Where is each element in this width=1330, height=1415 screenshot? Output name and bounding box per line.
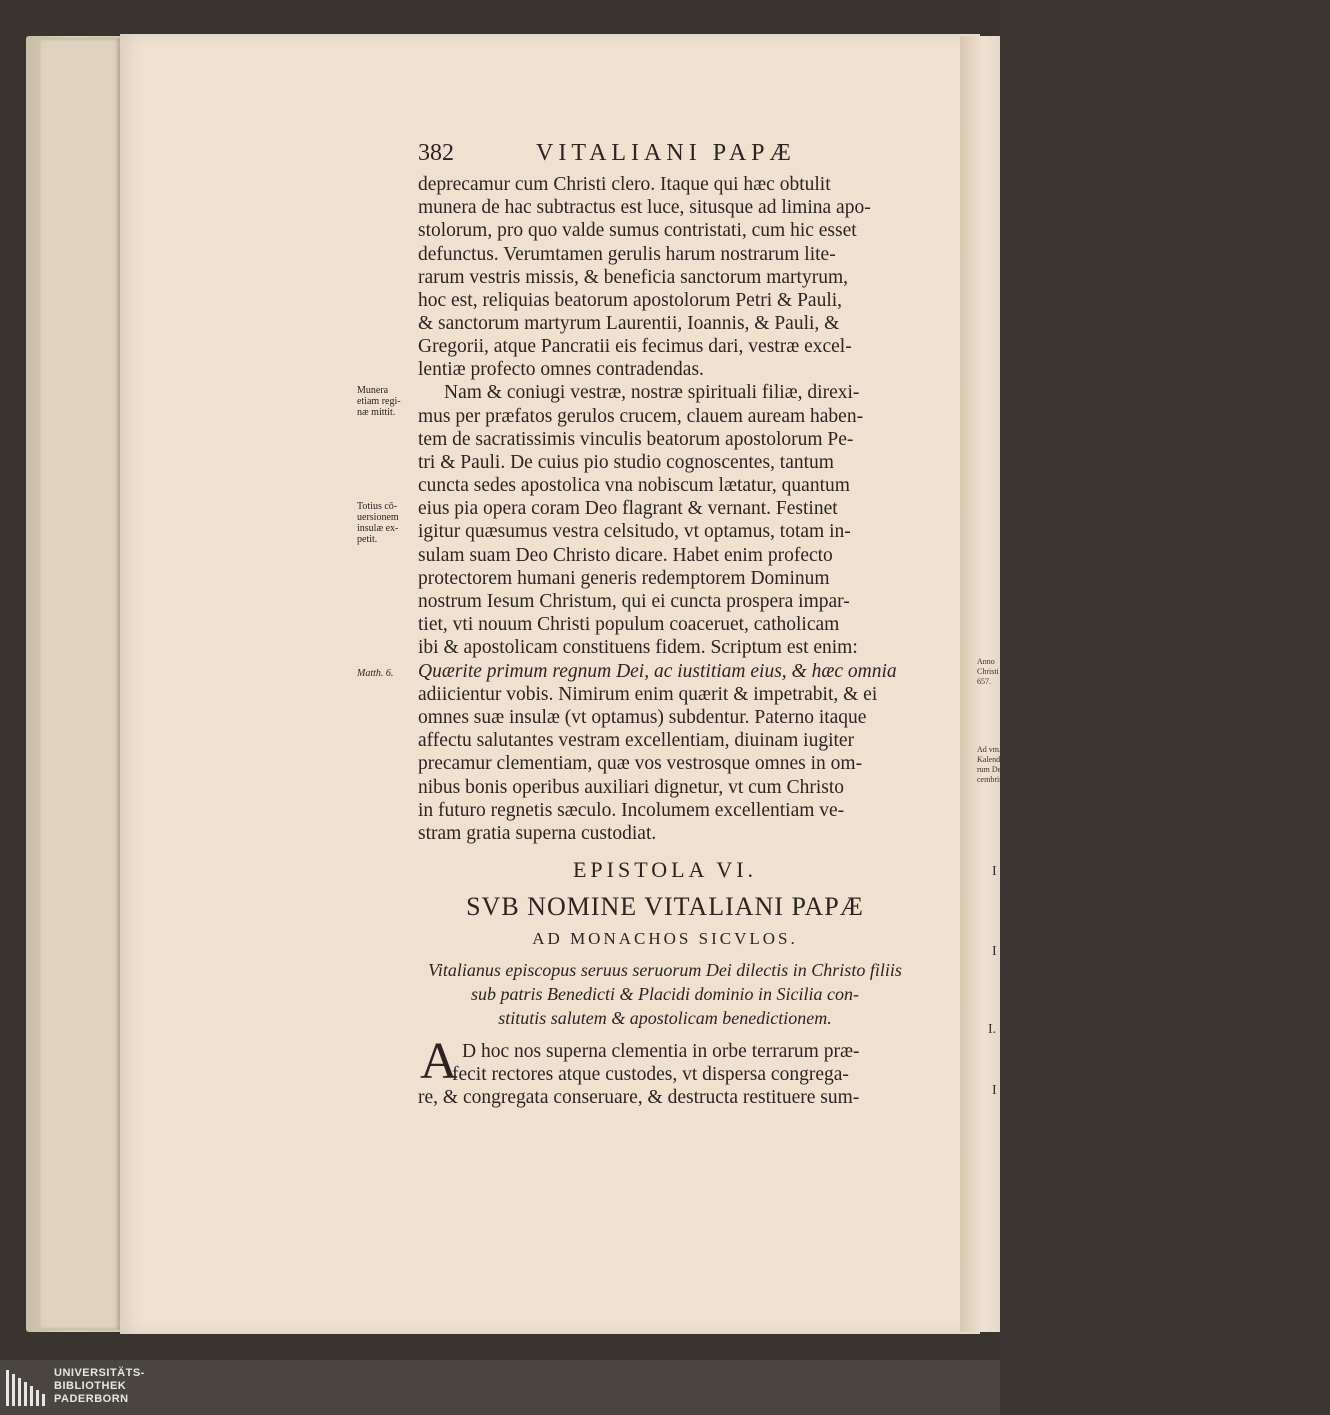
page-stack bbox=[40, 38, 120, 1330]
text-line: affectu salutantes vestram excellentiam, diuinam iugiter bbox=[418, 730, 855, 751]
text-line: & sanctorum martyrum Laurentii, Ioannis, & Pauli, & bbox=[418, 313, 840, 334]
text-line: omnes suæ insulæ (vt optamus) subdentur. Paterno itaque bbox=[418, 707, 867, 728]
university-library-logo bbox=[4, 1366, 48, 1410]
facing-page-note: 657. bbox=[977, 677, 991, 686]
facing-page-note: Kalenda- bbox=[977, 755, 1007, 764]
text-line: fecit rectores atque custodes, vt dispersa congrega- bbox=[452, 1064, 849, 1085]
text-line: nibus bonis operibus auxiliari dignetur, vt cum Christo bbox=[418, 777, 845, 798]
facing-page-char: I bbox=[992, 1083, 997, 1098]
text-line: in futuro regnetis sæculo. Incolumem excellentiam ve- bbox=[418, 800, 845, 821]
margin-note-citation: Matth. 6. bbox=[357, 668, 394, 679]
text-line: re, & congregata conseruare, & destructa restituere sum- bbox=[418, 1087, 860, 1108]
text-line: mus per præfatos gerulos crucem, clauem auream haben- bbox=[418, 406, 864, 427]
text-line: deprecamur cum Christi clero. Itaque qui hæc obtulit bbox=[418, 174, 831, 195]
footer-line: BIBLIOTHEK bbox=[54, 1380, 127, 1392]
library-footer bbox=[0, 1360, 1000, 1415]
text-line: Quærite primum regnum Dei, ac iustitiam eius, & hæc omnia bbox=[418, 661, 897, 682]
margin-note: petit. bbox=[357, 534, 378, 545]
margin-note: insulæ ex- bbox=[357, 523, 399, 534]
text-line: sulam suam Deo Christo dicare. Habet enim profecto bbox=[418, 545, 833, 566]
facing-page-note: cembris. bbox=[977, 775, 1005, 784]
text-line: eius pia opera coram Deo flagrant & vernant. Festinet bbox=[418, 498, 838, 519]
text-line: D hoc nos superna clementia in orbe terrarum præ- bbox=[462, 1041, 860, 1062]
text-line: Nam & coniugi vestræ, nostræ spirituali filiæ, direxi- bbox=[444, 382, 860, 403]
text-line: protectorem humani generis redemptorem Dominum bbox=[418, 568, 830, 589]
epistola-heading: EPISTOLA VI. bbox=[572, 857, 758, 882]
margin-note: Munera bbox=[357, 385, 389, 396]
salutation-line: stitutis salutem & apostolicam benedictionem. bbox=[498, 1008, 832, 1028]
text-line: Gregorii, atque Pancratii eis fecimus dari, vestræ excel- bbox=[418, 336, 852, 357]
margin-note: uersionem bbox=[357, 512, 399, 523]
text-line: cuncta sedes apostolica vna nobiscum lætatur, quantum bbox=[418, 475, 850, 496]
epistola-subtitle: AD MONACHOS SICVLOS. bbox=[532, 929, 798, 948]
epistola-title: SVB NOMINE VITALIANI PAPÆ bbox=[466, 892, 864, 921]
text-line: lentiæ profecto omnes contradendas. bbox=[418, 359, 704, 380]
page-number: 382 bbox=[418, 140, 454, 166]
footer-line: PADERBORN bbox=[54, 1393, 129, 1405]
margin-note: næ mittit. bbox=[357, 407, 396, 418]
footer-line: UNIVERSITÄTS- bbox=[54, 1367, 145, 1379]
facing-page-char: I. bbox=[988, 1022, 997, 1037]
margin-note: etiam regi- bbox=[357, 396, 401, 407]
facing-page-note: Christi bbox=[977, 667, 999, 676]
drop-cap: A bbox=[420, 1033, 458, 1090]
text-line: stolorum, pro quo valde sumus contristati, cum hic esset bbox=[418, 220, 857, 241]
salutation-line: sub patris Benedicti & Placidi dominio in Sicilia con- bbox=[471, 984, 859, 1004]
text-line: tri & Pauli. De cuius pio studio cognoscentes, tantum bbox=[418, 452, 834, 473]
facing-page-note: rum De- bbox=[977, 765, 1004, 774]
text-line: munera de hac subtractus est luce, situsque ad limina apo- bbox=[418, 197, 871, 218]
running-title: VITALIANI PAPÆ bbox=[536, 140, 796, 166]
text-line: tem de sacratissimis vinculis beatorum apostolorum Pe- bbox=[418, 429, 854, 450]
text-line: stram gratia superna custodiat. bbox=[418, 823, 657, 844]
margin-note: Totius cō- bbox=[357, 501, 398, 512]
text-line: defunctus. Verumtamen gerulis harum nostrarum lite- bbox=[418, 244, 836, 265]
text-line: adiicientur vobis. Nimirum enim quærit & impetrabit, & ei bbox=[418, 684, 878, 705]
text-line: tiet, vti nouum Christi populum coaceruet, catholicam bbox=[418, 614, 840, 635]
text-line: nostrum Iesum Christum, qui ei cuncta prospera impar- bbox=[418, 591, 850, 612]
facing-page-note: Ad vm. bbox=[977, 745, 1001, 754]
salutation-line: Vitalianus episcopus seruus seruorum Dei dilectis in Christo filiis bbox=[428, 960, 902, 980]
text-line: rarum vestris missis, & beneficia sanctorum martyrum, bbox=[418, 267, 848, 288]
text-line: precamur clementiam, quæ vos vestrosque omnes in om- bbox=[418, 753, 863, 774]
facing-page-char: I bbox=[992, 864, 997, 879]
facing-page-char: I bbox=[992, 944, 997, 959]
text-line: ibi & apostolicam constituens fidem. Scriptum est enim: bbox=[418, 637, 858, 658]
text-line: hoc est, reliquias beatorum apostolorum Petri & Pauli, bbox=[418, 290, 843, 311]
text-line: igitur quæsumus vestra celsitudo, vt optamus, totam in- bbox=[418, 521, 851, 542]
facing-page-note: Anno bbox=[977, 657, 995, 666]
